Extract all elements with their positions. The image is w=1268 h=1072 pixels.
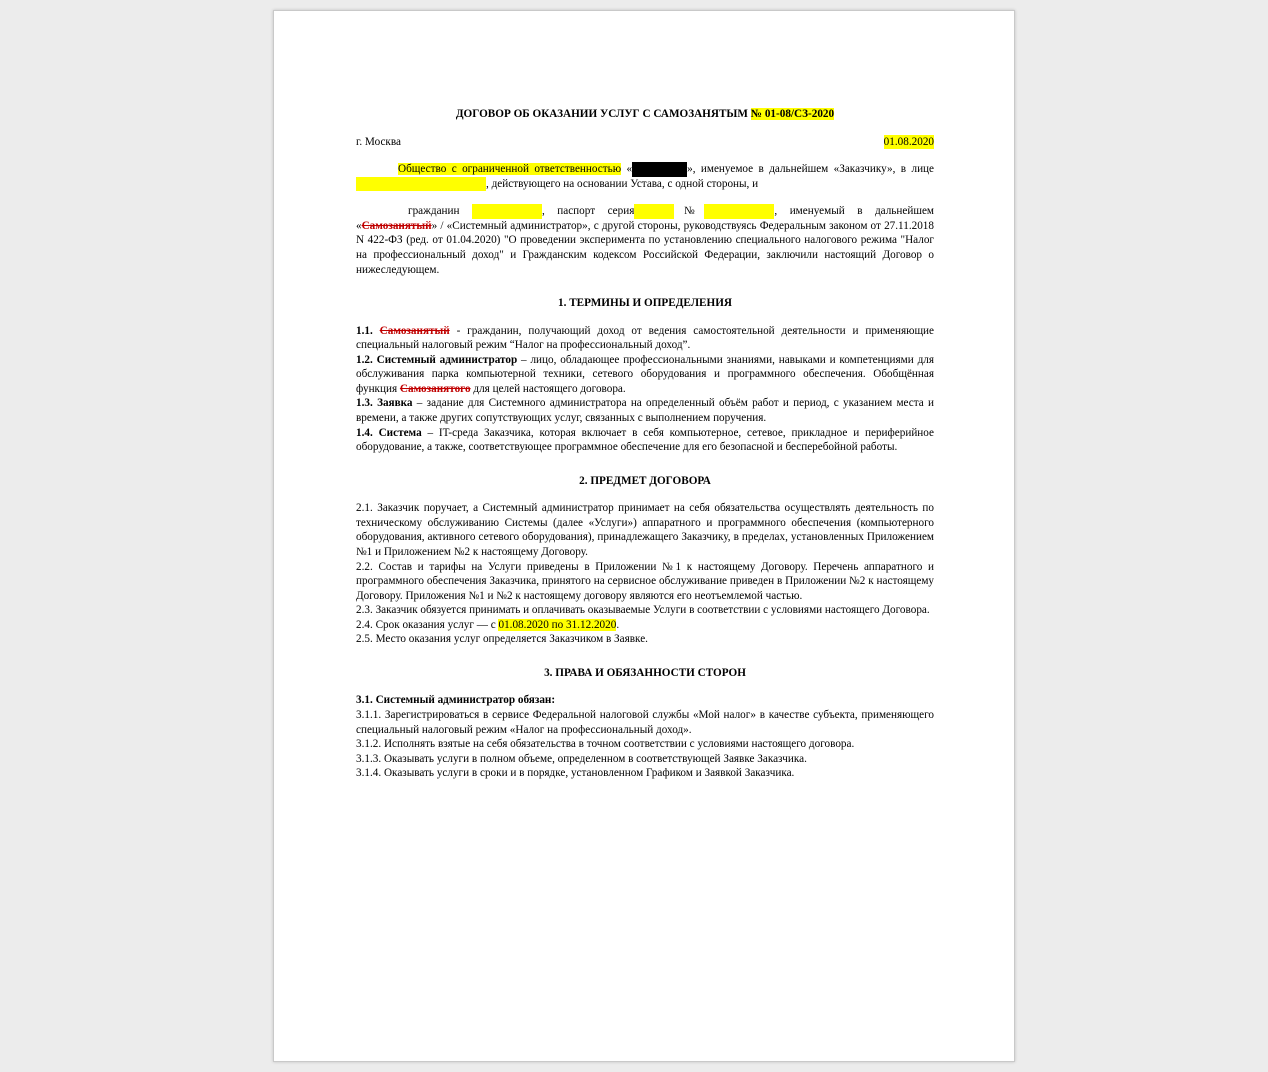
redacted-citizen-name — [472, 204, 542, 219]
redacted-representative — [356, 177, 486, 192]
item-1-4-number: 1.4. — [356, 426, 379, 439]
preamble-company-form: Общество с ограниченной ответственностью — [398, 163, 622, 176]
section-3-heading: 3. ПРАВА И ОБЯЗАННОСТИ СТОРОН — [544, 666, 746, 679]
service-period-dates: 01.08.2020 по 31.12.2020 — [498, 618, 617, 631]
preamble-part3: , действующего на основании Устава, с одной стороны, и — [486, 177, 759, 190]
item-1-1-term: Самозанятый — [379, 324, 450, 337]
document-title-number: № 01-08/СЗ-2020 — [750, 108, 835, 120]
section-1-item-1-2 — [356, 353, 934, 397]
document-title — [356, 107, 934, 122]
contract-date: 01.08.2020 — [883, 135, 934, 148]
item-1-4-text: – IT-среда Заказчика, которая включает в себя компьютерное, сетевое, прикладное и периферийное оборудование, а также, соответствующее программное обеспечение для его безопасной и бесперебойной работы. — [356, 426, 934, 454]
redacted-passport-number — [704, 204, 774, 219]
section-2-item-2-5: 2.5. Место оказания услуг определяется Заказчиком в Заявке. — [356, 633, 648, 646]
section-3-item-3-1-4: 3.1.4. Оказывать услуги в сроки и в порядке, установленном Графиком и Заявкой Заказчика. — [356, 767, 795, 780]
preamble-part2: », именуемое в дальнейшем «Заказчику», в лице — [687, 163, 935, 176]
preamble-quote-open: « — [621, 163, 633, 176]
item-1-2-number: 1.2. — [356, 353, 377, 366]
item-1-1-number: 1.1. — [356, 324, 380, 337]
item-1-2-text2: для целей настоящего договора. — [470, 382, 626, 395]
preamble-passport-number-label: № — [674, 205, 705, 218]
item-1-4-term: Система — [378, 426, 422, 439]
item-2-4-prefix: 2.4. Срок оказания услуг — с — [356, 618, 499, 631]
section-1-heading: 1. ТЕРМИНЫ И ОПРЕДЕЛЕНИЯ — [558, 297, 732, 310]
item-1-2-text: – лицо, обладающее профессиональными знаниями, навыками и компетенциями для обслуживания парка компьютерной техники, сетевого оборудования и программного обеспечения. Обобщённая функция — [356, 353, 935, 395]
item-1-3-term: Заявка — [377, 397, 413, 410]
item-2-4-suffix: . — [616, 618, 620, 631]
section-3-item-3-1-2: 3.1.2. Исполнять взятые на себя обязательства в точном соответствии с условиями настоящего договора. — [356, 738, 855, 751]
document-title-text: ДОГОВОР ОБ ОКАЗАНИИ УСЛУГ С САМОЗАНЯТЫМ — [455, 108, 751, 120]
item-1-3-text: – задание для Системного администратора на определенный объём работ и период, с указанием места и времени, а также других сопутствующих услуг, связанных с выполнением поручения. — [356, 397, 935, 424]
preamble-paragraph-2 — [356, 204, 934, 277]
section-2-item-2-3: 2.3. Заказчик обязуется принимать и оплачивать оказываемые Услуги в соответствии с условиями настоящего Договора. — [356, 604, 930, 617]
redacted-passport-series — [634, 204, 674, 219]
preamble-after-passport: , именуемый в дальнейшем « — [356, 205, 934, 232]
preamble-passport-label: , паспорт серия — [541, 205, 635, 218]
section-1-item-1-4 — [356, 426, 934, 455]
item-1-1-text: - гражданин, получающий доход от ведения самостоятельной деятельности и применяющие специальный налоговый режим “Налог на профессиональный доход”. — [356, 324, 935, 352]
item-1-2-term: Системный администратор — [376, 353, 518, 366]
document-page — [273, 10, 1015, 1062]
section-2-item-2-4 — [356, 618, 934, 633]
section-2-heading: 2. ПРЕДМЕТ ДОГОВОРА — [579, 474, 711, 487]
section-3-item-3-1-1: 3.1.1. Зарегистрироваться в сервисе Федеральной налоговой службы «Мой налог» в качестве субъекта, применяющего специальный налоговый режим «Налог на профессиональный доход». — [356, 709, 934, 736]
document-body — [356, 107, 934, 781]
section-2-item-2-1: 2.1. Заказчик поручает, а Системный администратор принимает на себя обязательства осуществлять деятельность по техническому обслуживанию Системы (далее «Услуги») аппаратного и программного обеспечения (компьютерного оборудования, активного сетевого оборудования), принадлежащего Заказчику, в пределах, установленных Приложением №1 и Приложением №2 к настоящему Договору. — [356, 502, 934, 558]
struck-term-samozanyatyy: Самозанятый — [361, 219, 432, 232]
section-2-item-2-2: 2.2. Состав и тарифы на Услуги приведены в Приложении №1 к настоящему Договору. Перечень аппаратного и программного обеспечения Заказчика, принятого на сервисное обслуживание приведен в Приложении №2 к настоящему Договору. Приложения №1 и №2 к настоящему договору являются его неотъемлемой частью. — [356, 560, 934, 602]
item-1-2-struck-term: Самозанятого — [399, 382, 471, 395]
preamble-tail: » / «Системный администратор», с другой стороны, руководствуясь Федеральным законом от 27.11.2018 N 422-ФЗ (ред. от 01.04.2020) "О проведении эксперимента по установлению специального налогового режима "Налог на профессиональный доход" и Гражданским кодексом Российской Федерации, заключили настоящий Договор о нижеследующем. — [356, 219, 934, 276]
section-1-item-1-1 — [356, 324, 934, 353]
city-date-row — [356, 135, 934, 150]
preamble-citizen-prefix: гражданин — [408, 205, 472, 218]
section-3-item-3-1-3: 3.1.3. Оказывать услуги в полном объеме, определенном в соответствующей Заявке Заказчика. — [356, 752, 807, 765]
item-1-3-number: 1.3. — [356, 397, 378, 410]
preamble-paragraph-1 — [356, 162, 934, 191]
section-1-item-1-3 — [356, 396, 934, 425]
section-3-subheading: 3.1. Системный администратор обязан: — [356, 694, 556, 707]
redacted-company-name — [632, 162, 687, 177]
city-label: г. Москва — [356, 135, 401, 148]
